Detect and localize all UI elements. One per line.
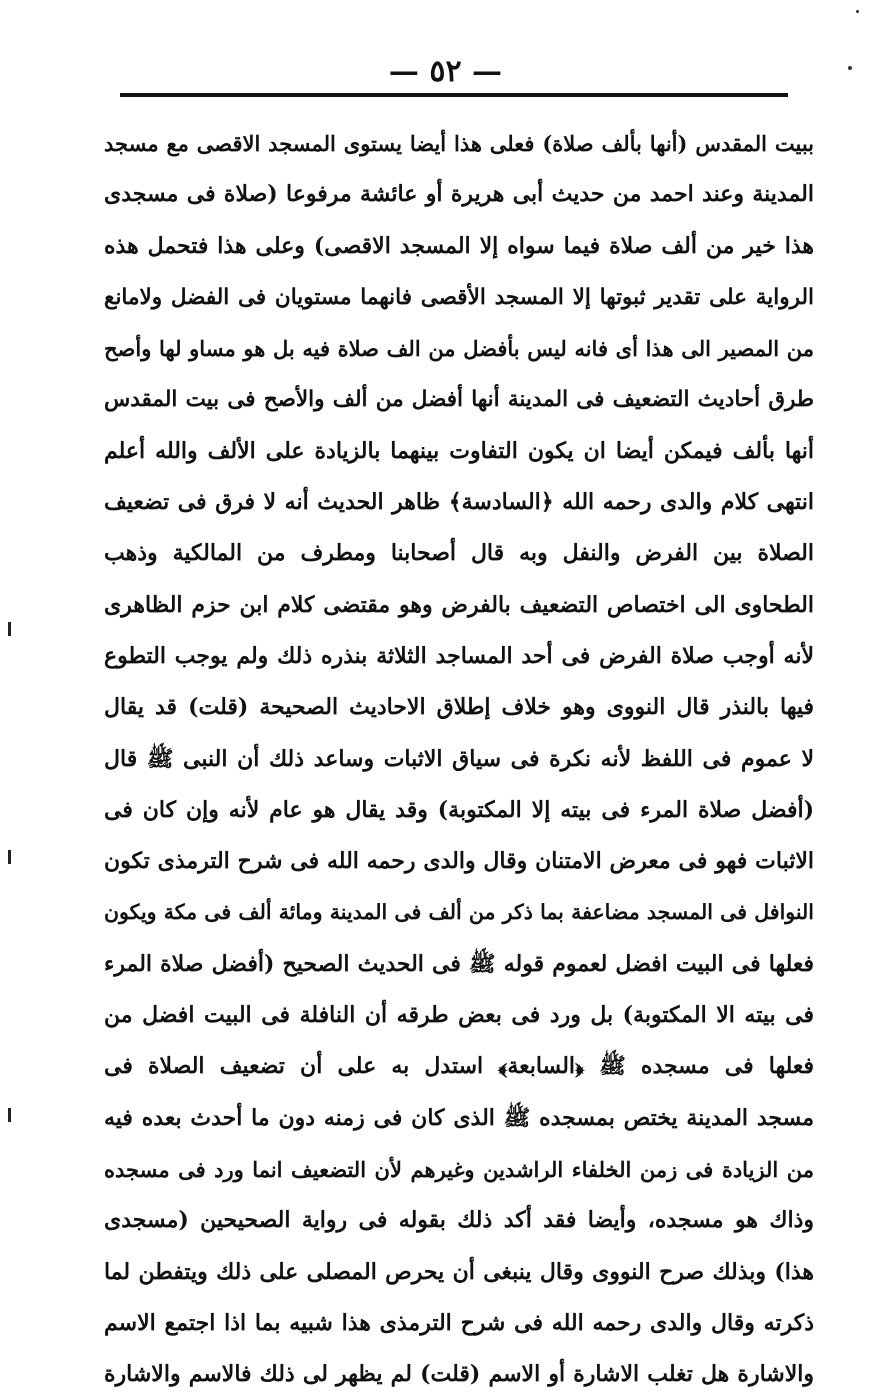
left-margin-mark	[8, 1108, 11, 1122]
page-number: — ٥٢ —	[388, 54, 503, 89]
text-line: (أفضل صلاة المرء فى بيته إلا المكتوبة) وقد يقال هو عام لأنه وإن كان فى	[104, 796, 814, 823]
text-line: الطحاوى الى اختصاص التضعيف بالفرض وهو مقتضى كلام ابن حزم الظاهرى	[104, 591, 814, 618]
text-line: هذا خير من ألف صلاة فيما سواه إلا المسجد الاقصى) وعلى هذا فتحمل هذه	[104, 232, 814, 259]
text-line: ذكرته وقال والدى رحمه الله فى شرح الترمذى هذا شبيه بما اذا اجتمع الاسم	[104, 1309, 814, 1336]
text-line: الصلاة بين الفرض والنفل وبه قال أصحابنا ومطرف من المالكية وذهب	[104, 540, 814, 567]
header-rule	[120, 93, 788, 97]
left-margin-mark	[8, 622, 11, 636]
text-line: لأنه أوجب صلاة الفرض فى أحد المساجد الثلاثة بنذره ذلك ولم يوجب التطوع	[104, 642, 814, 669]
text-line: من المصير الى هذا أى فانه ليس بأفضل من الف صلاة فيه بل هو مساو لها وأصح	[104, 336, 814, 362]
text-line: النوافل فى المسجد مضاعفة بما ذكر من ألف فى المدينة ومائة ألف فى مكة ويكون	[104, 900, 814, 925]
text-line: الرواية على تقدير ثبوتها إلا المسجد الأقصى فانهما مستويان فى الفضل ولامانع	[104, 284, 814, 310]
text-line: ببيت المقدس (أنها بألف صلاة) فعلى هذا أيضا يستوى المسجد الاقصى مع مسجد	[104, 131, 814, 156]
text-line: وذاك هو مسجده، وأيضا فقد أكد ذلك بقوله فى رواية الصحيحين (مسجدى	[104, 1207, 814, 1234]
text-line: الاثبات فهو فى معرض الامتنان وقال والدى رحمه الله فى شرح الترمذى تكون	[104, 848, 814, 875]
text-line: مسجد المدينة يختص بمسجده ﷺ الذى كان فى زمنه دون ما أحدث بعده فيه	[104, 1104, 814, 1131]
text-line: انتهى كلام والدى رحمه الله ﴿السادسة﴾ ظاهر الحديث أنه لا فرق فى تضعيف	[104, 489, 814, 516]
text-line: لا عموم فى اللفظ لأنه نكرة فى سياق الاثبات وساعد ذلك أن النبى ﷺ قال	[104, 745, 814, 772]
text-line: هذا) وبذلك صرح النووى وقال ينبغى أن يحرص المصلى على ذلك ويتفطن لما	[104, 1258, 814, 1285]
text-line: فيها بالنذر قال النووى وهو خلاف إطلاق الاحاديث الصحيحة (قلت) قد يقال	[104, 694, 814, 721]
text-line: فعلها فى مسجده ﷺ ﴿السابعة﴾ استدل به على أن تضعيف الصلاة فى	[104, 1053, 814, 1080]
text-line: فعلها فى البيت افضل لعموم قوله ﷺ فى الحديث الصحيح (أفضل صلاة المرء	[104, 950, 814, 977]
text-line: من الزيادة فى زمن الخلفاء الراشدين وغيرهم لأن التضعيف انما ورد فى مسجده	[104, 1156, 814, 1182]
body-text	[104, 118, 814, 1400]
scan-speck	[856, 10, 859, 13]
text-line: طرق أحاديث التضعيف فى المدينة أنها أفضل من ألف والأصح فى بيت المقدس	[104, 387, 814, 413]
text-line: والاشارة هل تغلب الاشارة أو الاسم (قلت) لم يظهر لى ذلك فالاسم والاشارة	[104, 1361, 814, 1388]
text-line: فى بيته الا المكتوبة) بل ورد فى بعض طرقه أن النافلة فى البيت افضل من	[104, 1002, 814, 1029]
text-line: المدينة وعند احمد من حديث أبى هريرة أو عائشة مرفوعا (صلاة فى مسجدى	[104, 181, 814, 208]
text-line: أنها بألف فيمكن أيضا ان يكون التفاوت بينهما بالزيادة على الألف والله أعلم	[104, 437, 814, 464]
left-margin-mark	[8, 850, 11, 864]
